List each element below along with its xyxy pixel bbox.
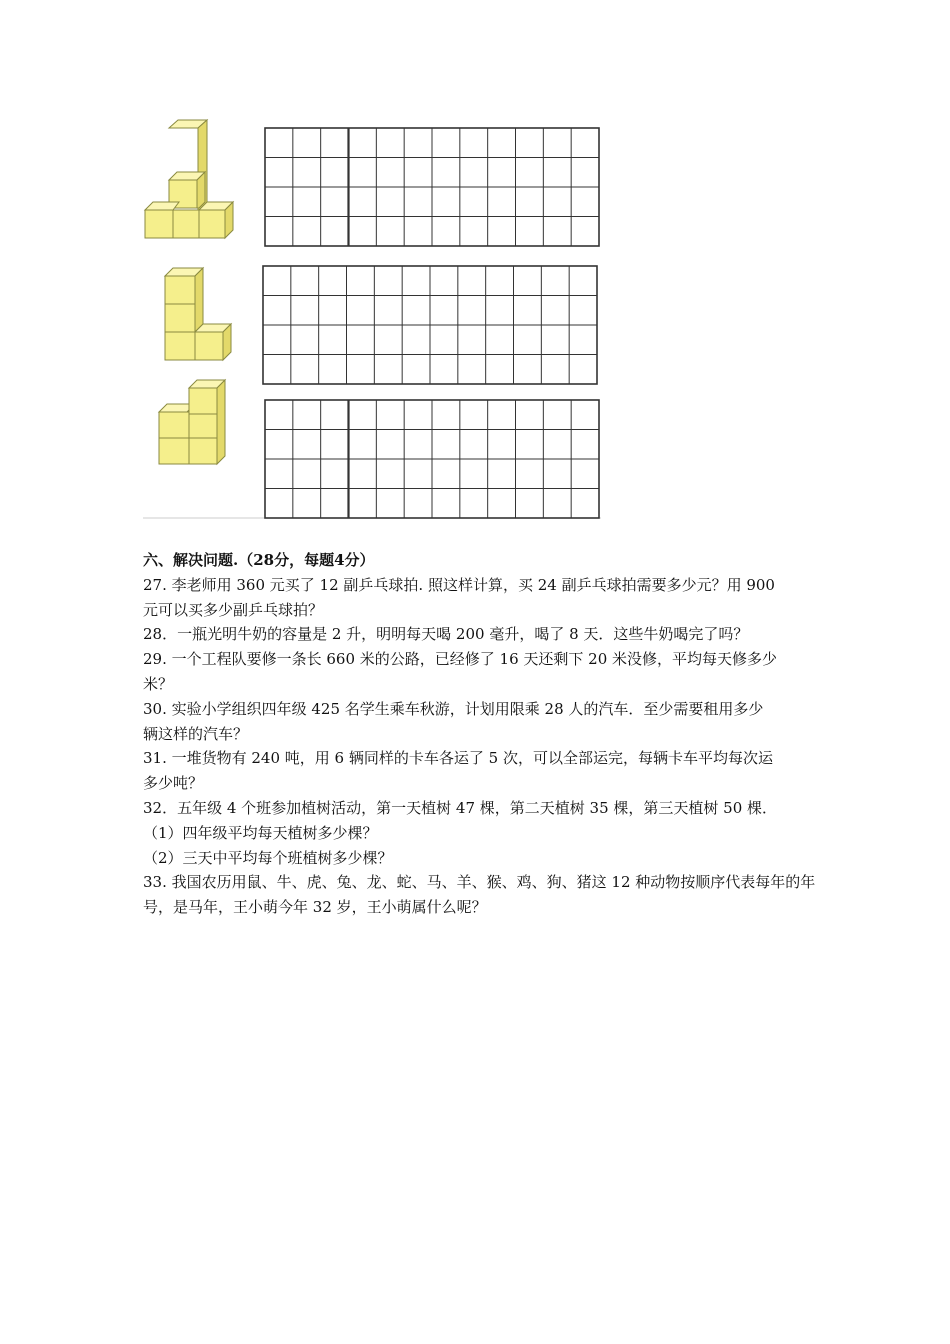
question-line: 多少吨？ — [143, 774, 204, 793]
question-line: 辆这样的汽车？ — [143, 724, 249, 743]
question-line: 27. 李老师用 360 元买了 12 副乒乓球拍. 照这样计算，买 24 副乒乓球拍需要多少元？用 900 — [143, 575, 775, 594]
question-item — [143, 647, 811, 697]
question-list — [143, 573, 816, 920]
question-item — [143, 622, 811, 647]
problem-section — [143, 548, 816, 920]
cube-shape-3 — [159, 380, 225, 464]
cube-drawing-figure — [143, 118, 601, 520]
drawing-grid — [265, 400, 599, 518]
question-line: 30. 实验小学组织四年级 425 名学生乘车秋游，计划用限乘 28 人的汽车．至少需要租用多少 — [143, 699, 764, 718]
question-item — [143, 697, 811, 747]
drawing-grids — [263, 128, 599, 518]
drawing-grid — [263, 266, 597, 384]
question-line: 31. 一堆货物有 240 吨，用 6 辆同样的卡车各运了 5 次，可以全部运完，每辆卡车平均每次运 — [143, 749, 773, 768]
question-item — [143, 870, 816, 920]
question-line: 号，是马年，王小萌今年 32 岁，王小萌属什么呢？ — [143, 898, 487, 917]
question-line: 米？ — [143, 674, 174, 693]
section-title: 六、解决问题.（28分，每题4分） — [143, 551, 375, 569]
question-line: 33. 我国农历用鼠、牛、虎、兔、龙、蛇、马、羊、猴、鸡、狗、猪这 12 种动物按顺序代表每年的年 — [143, 873, 816, 892]
cube-shape-1 — [145, 120, 233, 238]
question-line: （1）四年级平均每天植树多少棵？ — [143, 823, 378, 842]
question-line: 29. 一个工程队要修一条长 660 米的公路，已经修了 16 天还剩下 20 米没修，平均每天修多少 — [143, 650, 778, 669]
drawing-grid — [265, 128, 599, 246]
figure-canvas — [143, 118, 601, 520]
question-line: 32．五年级 4 个班参加植树活动，第一天植树 47 棵，第二天植树 35 棵，第三天植树 50 棵． — [143, 798, 778, 817]
question-line: 元可以买多少副乒乓球拍？ — [143, 600, 324, 619]
question-line: （2）三天中平均每个班植树多少棵？ — [143, 848, 393, 867]
question-item — [143, 746, 811, 796]
cube-shape-2 — [165, 268, 231, 360]
question-item — [143, 796, 811, 870]
question-item — [143, 573, 811, 623]
question-line: 28．一瓶光明牛奶的容量是 2 升，明明每天喝 200 毫升，喝了 8 天．这些牛奶喝完了吗？ — [143, 625, 749, 644]
